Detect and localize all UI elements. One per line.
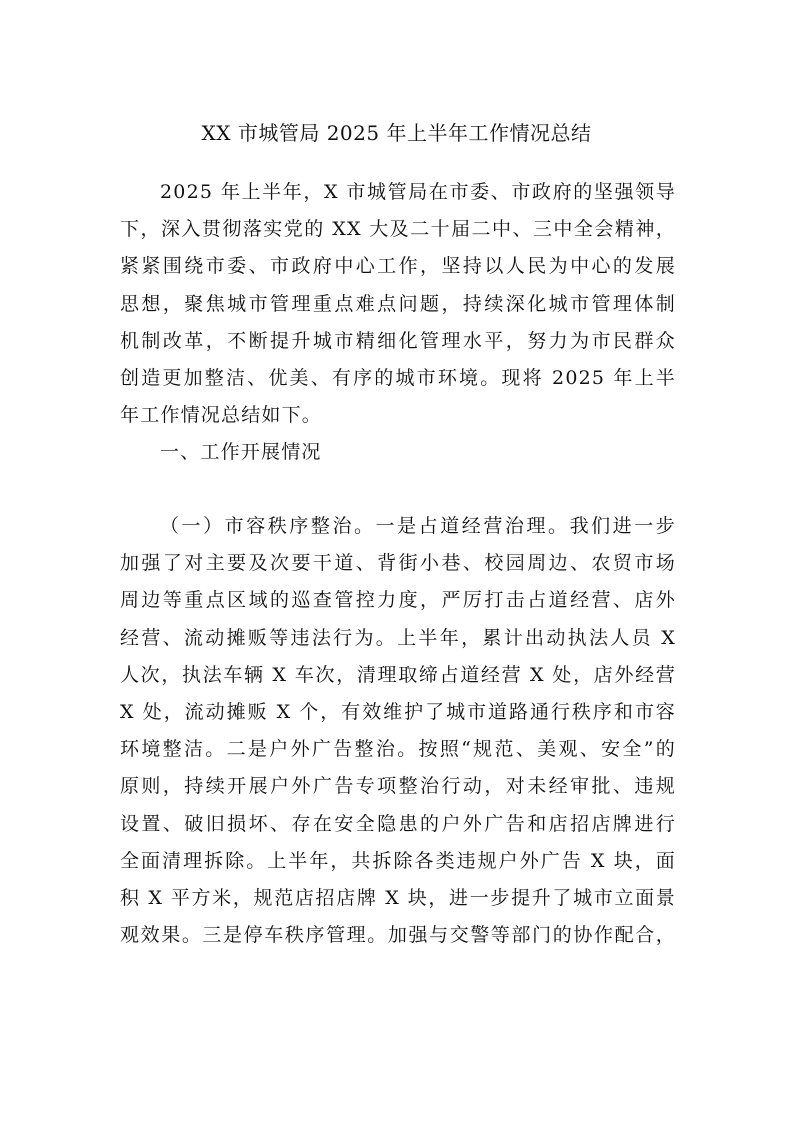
paragraph-line: 全面清理拆除。上半年，共拆除各类违规户外广告 X 块，面: [120, 849, 676, 872]
paragraph-line: 2025 年上半年，X 市城管局在市委、市政府的坚强领导: [160, 181, 676, 203]
paragraph-line: 创造更加整洁、优美、有序的城市环境。现将 2025 年上半: [120, 366, 676, 389]
paragraph-line: 思想，聚焦城市管理重点难点问题，持续深化城市管理体制: [120, 292, 676, 315]
paragraph-line: 下，深入贯彻落实党的 XX 大及二十届二中、三中全会精神，: [120, 218, 676, 241]
intro-paragraph: [120, 174, 676, 472]
paragraph-line: 积 X 平方米，规范店招店牌 X 块，进一步提升了城市立面景: [120, 886, 676, 909]
paragraph-line: 周边等重点区域的巡查管控力度，严厉打击占道经营、店外: [120, 589, 676, 612]
paragraph-line: 经营、流动摊贩等违法行为。上半年，累计出动执法人员 X: [120, 626, 676, 649]
paragraph-line: 紧紧围绕市委、市政府中心工作，坚持以人民为中心的发展: [120, 255, 676, 278]
paragraph-line: 人次，执法车辆 X 车次，清理取缔占道经营 X 处，店外经营: [120, 663, 676, 686]
paragraph-line: 年工作情况总结如下。: [120, 404, 323, 427]
paragraph-line: （一）市容秩序整治。一是占道经营治理。我们进一步: [160, 515, 676, 537]
paragraph-line: 机制改革，不断提升城市精细化管理水平，努力为市民群众: [120, 329, 676, 352]
section-paragraph: [120, 508, 676, 954]
paragraph-line: 观效果。三是停车秩序管理。加强与交警等部门的协作配合，: [120, 924, 676, 947]
section-heading: 一、工作开展情况: [160, 441, 322, 464]
paragraph-line: 原则，持续开展户外广告专项整治行动，对未经审批、违规: [120, 775, 676, 798]
document-title: XX 市城管局 2025 年上半年工作情况总结: [201, 121, 592, 145]
paragraph-line: 环境整洁。二是户外广告整治。按照“规范、美观、安全”的: [120, 738, 676, 761]
paragraph-line: 设置、破旧损坏、存在安全隐患的户外广告和店招店牌进行: [120, 812, 676, 835]
paragraph-line: 加强了对主要及次要干道、背街小巷、校园周边、农贸市场: [120, 552, 676, 575]
paragraph-line: X 处，流动摊贩 X 个，有效维护了城市道路通行秩序和市容: [120, 700, 676, 723]
